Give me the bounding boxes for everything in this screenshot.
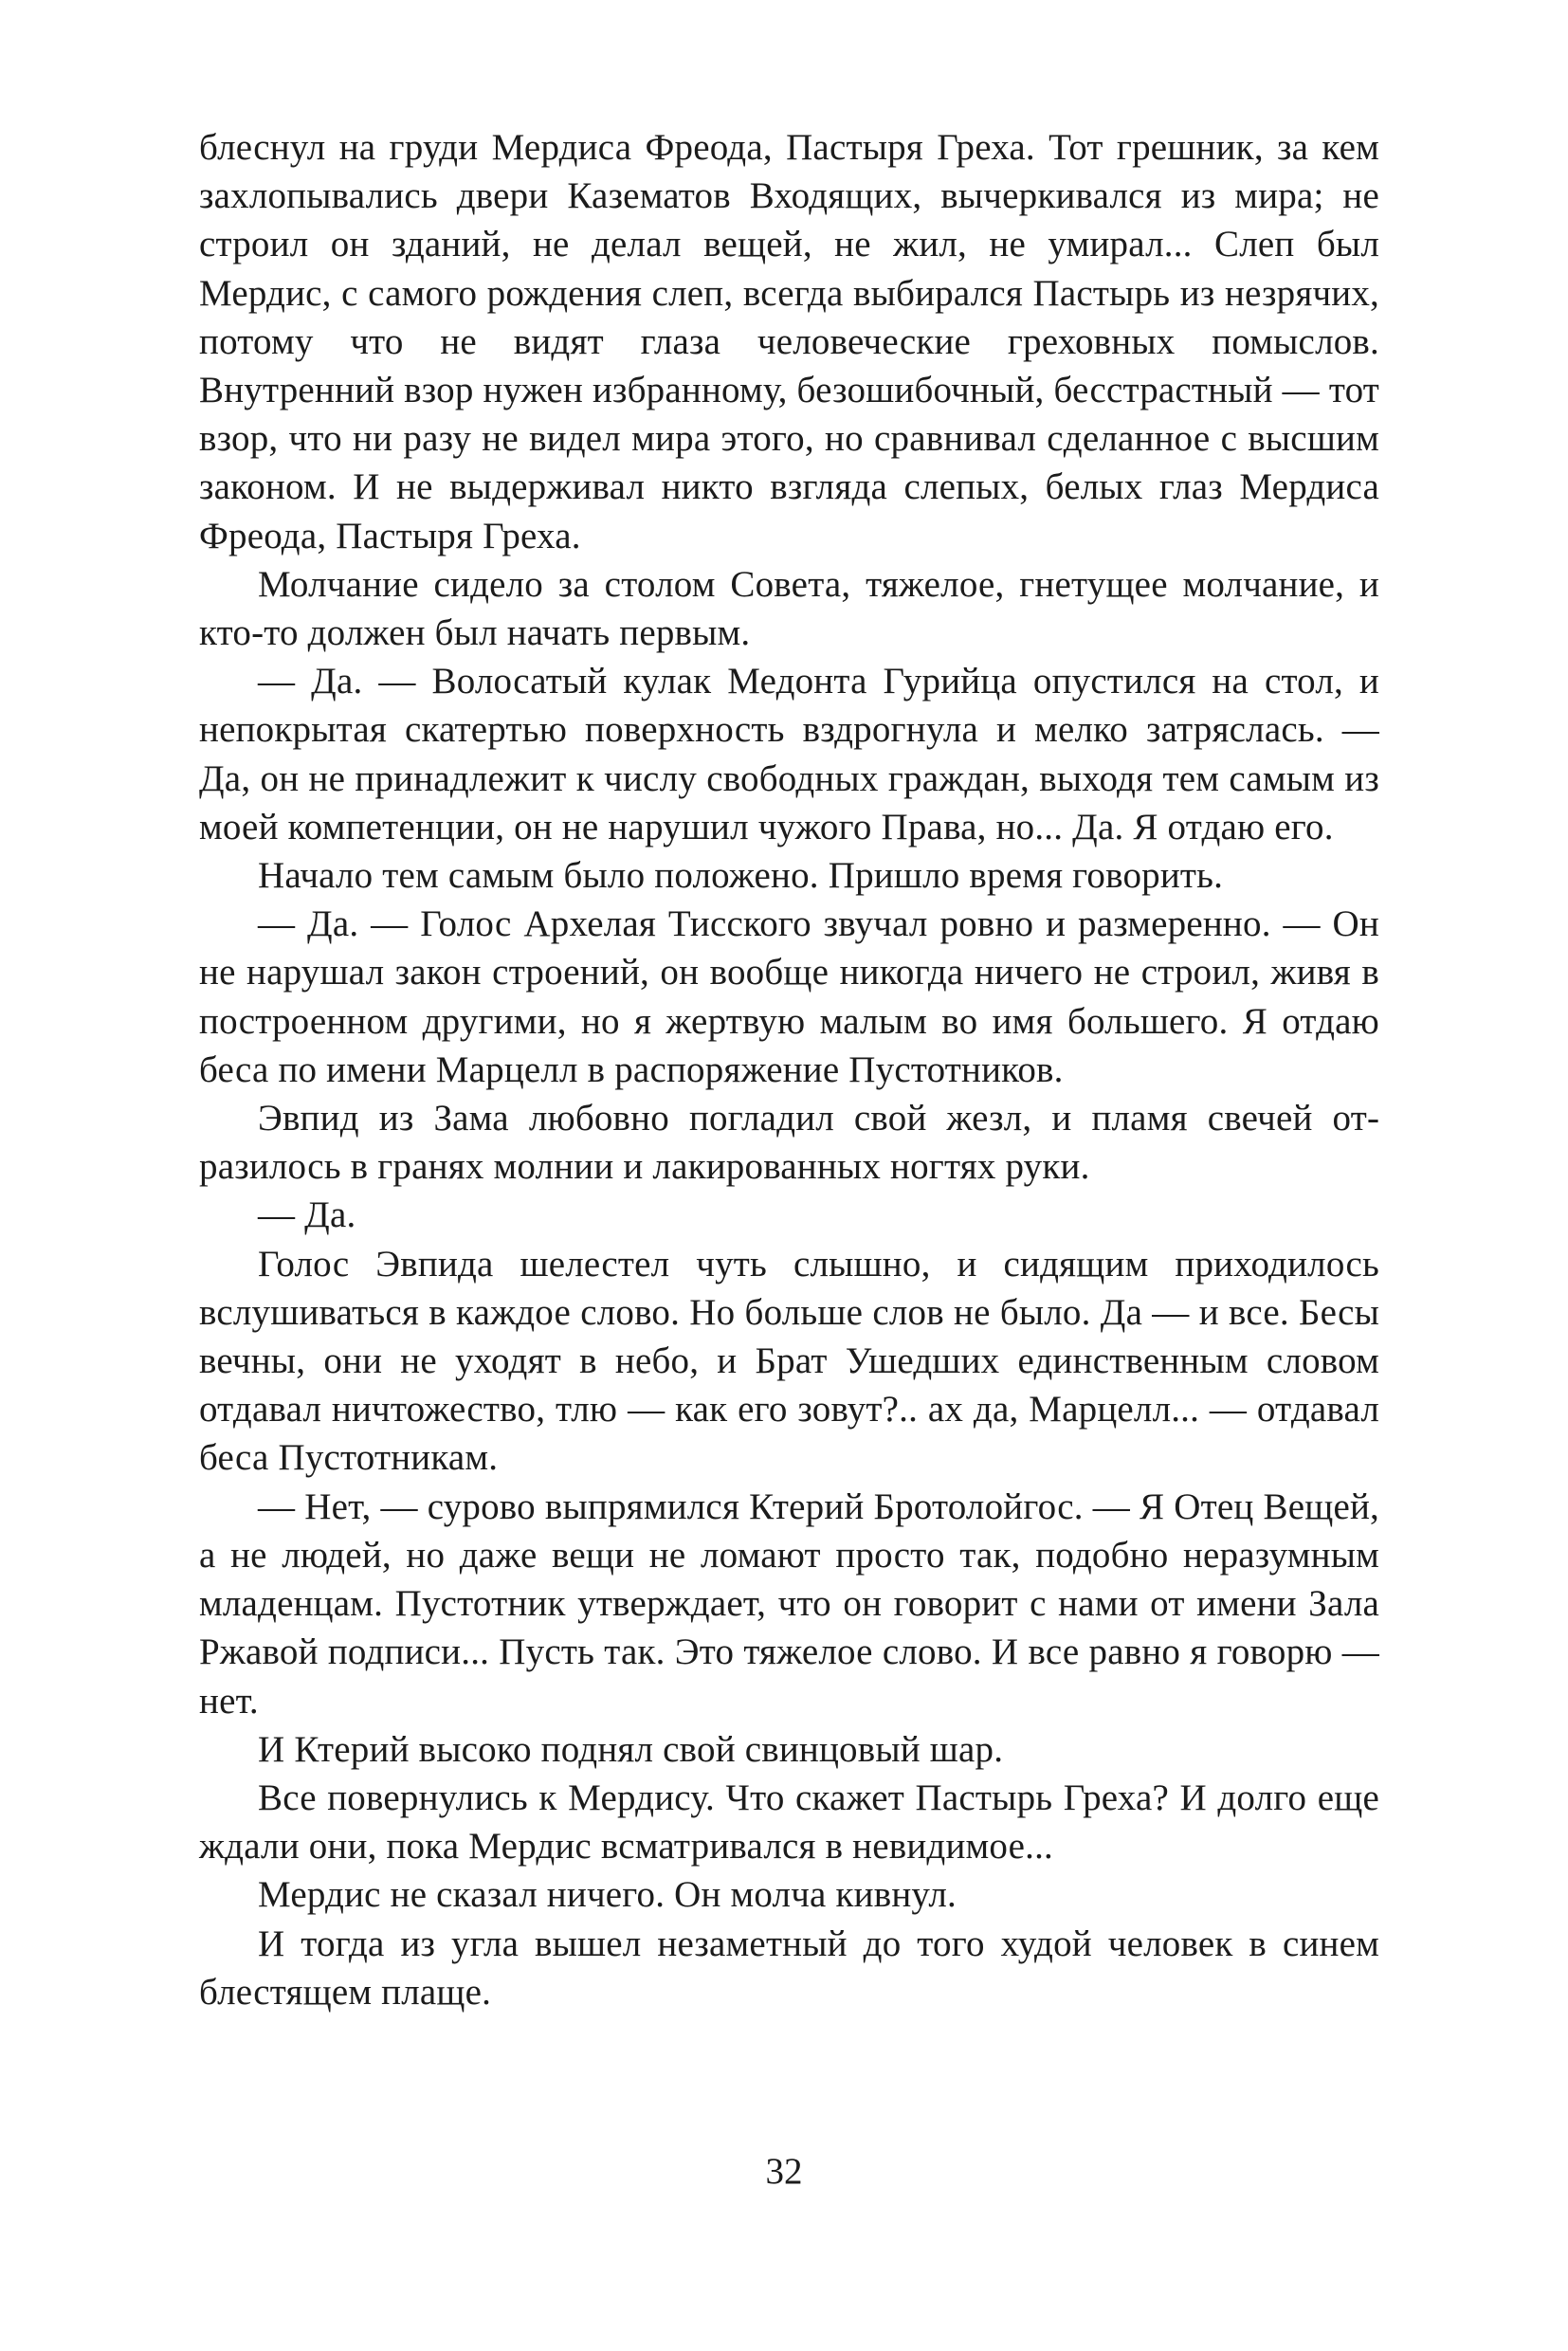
page-body: [199, 123, 1379, 2016]
paragraph: блеснул на груди Мердиса Фреода, Пастыря Греха. Тот грешник, за кем захлопывались двери Казематов Входящих, вычеркивался из мира; не строил он зданий, не делал вещей, не жил, не умирал... Слеп был Мердис, с самого рождения слеп, всегда выбирался Пастырь из незрячих, потому что не видят глаза человеческие греховных помыслов. Внутренний взор нужен избранному, безошибочный, бесстрастный — тот взор, что ни разу не видел мира этого, но сравнивал сделанное с высшим законом. И не выдерживал никто взгляда слепых, белых глаз Мердиса Фреода, Пастыря Греха.: [199, 127, 1379, 556]
paragraph: Мердис не сказал ничего. Он молча кивнул.: [258, 1874, 957, 1916]
paragraph: Начало тем самым было положено. Пришло время говорить.: [258, 855, 1224, 897]
page-number: 32: [765, 2151, 803, 2192]
paragraph: Голос Эвпида шелестел чуть слышно, и сидящим приходилось вслушиваться в каждое слово. Но больше слов не было. Да — и все. Бесы вечны, они не уходят в небо, и Брат Ушедших единственным словом отдавал ничтожество, тлю — как его зовут?.. ах да, Марцелл... — отдавал беса Пустотникам.: [199, 1243, 1379, 1479]
paragraph: И Ктерий высоко поднял свой свинцовый шар.: [258, 1728, 1004, 1770]
paragraph: Все повернулись к Мердису. Что скажет Пастырь Греха? И долго еще ждали они, пока Мердис всматривался в невидимое...: [199, 1777, 1379, 1868]
paragraph: Эвпид из Зама любовно погладил свой жезл, и пламя свечей отразилось в гранях молнии и лакированных ногтях руки.: [199, 1098, 1379, 1188]
paragraph: И тогда из угла вышел незаметный до того худой человек в синем блестящем плаще.: [199, 1923, 1379, 2013]
paragraph: — Да. — Голос Архелая Тисского звучал ровно и размеренно. — Он не нарушал закон строений, он вообще никогда ничего не строил, живя в построенном другими, но я жертвую малым во имя большего. Я отдаю беса по имени Марцелл в распоряжение Пустотников.: [199, 903, 1379, 1090]
paragraph: Молчание сидело за столом Совета, тяжелое, гнетущее молчание, и кто-то должен был начать первым.: [199, 563, 1379, 654]
paragraph: — Да. — Волосатый кулак Медонта Гурийца опустился на стол, и непокрытая скатертью поверхность вздрогнула и мелко затряслась. — Да, он не принадлежит к числу свободных граждан, выходя тем самым из моей компетенции, он не нарушил чужого Права, но... Да. Я отдаю его.: [199, 661, 1379, 847]
paragraph: — Да.: [258, 1194, 356, 1236]
paragraph: — Нет, — сурово выпрямился Ктерий Бротолойгос. — Я Отец Вещей, а не людей, но даже вещи не ломают просто так, подобно неразумным младенцам. Пустотник утверждает, что он говорит с нами от имени Зала Ржавой подписи... Пусть так. Это тяжелое слово. И все равно я говорю — нет.: [199, 1485, 1379, 1722]
